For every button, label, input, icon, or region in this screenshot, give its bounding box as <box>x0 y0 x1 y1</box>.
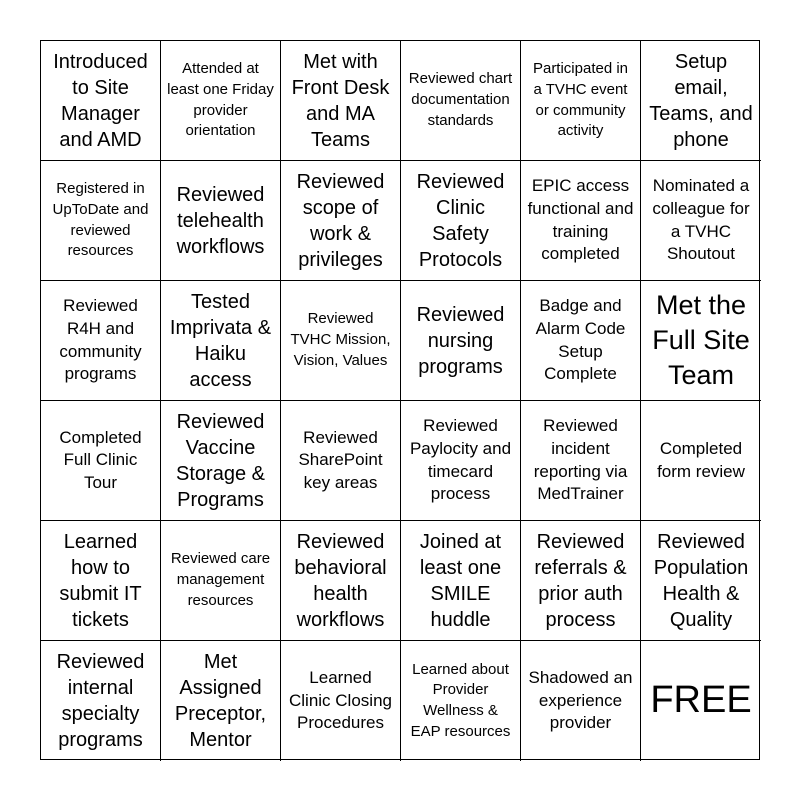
bingo-cell[interactable] <box>161 401 281 521</box>
bingo-cell[interactable] <box>641 161 761 281</box>
cell-text: Badge and Alarm Code Setup Complete <box>535 296 626 384</box>
bingo-cell[interactable] <box>161 161 281 281</box>
bingo-cell[interactable] <box>401 161 521 281</box>
bingo-cell[interactable] <box>521 161 641 281</box>
bingo-card <box>40 40 760 760</box>
bingo-cell[interactable] <box>281 281 401 401</box>
cell-text: Reviewed incident reporting via MedTrainer <box>533 416 628 504</box>
bingo-cell[interactable] <box>641 41 761 161</box>
bingo-cell[interactable] <box>521 41 641 161</box>
cell-text: Completed form review <box>657 438 745 481</box>
free-space-cell[interactable] <box>641 641 761 761</box>
cell-text: Reviewed TVHC Mission, Vision, Values <box>290 310 391 369</box>
bingo-cell[interactable] <box>401 281 521 401</box>
bingo-cell[interactable] <box>281 161 401 281</box>
free-space-text: FREE <box>650 679 752 722</box>
cell-text: Reviewed R4H and community programs <box>59 296 142 384</box>
cell-text: Participated in a TVHC event or community activity <box>532 60 629 140</box>
bingo-cell[interactable] <box>401 401 521 521</box>
cell-text: Reviewed behavioral health workflows <box>294 530 387 631</box>
bingo-cell[interactable] <box>161 281 281 401</box>
bingo-cell[interactable] <box>281 41 401 161</box>
bingo-cell[interactable] <box>41 161 161 281</box>
bingo-cell[interactable] <box>161 521 281 641</box>
bingo-cell[interactable] <box>41 641 161 761</box>
bingo-cell[interactable] <box>521 401 641 521</box>
cell-text: Reviewed chart documentation standards <box>408 70 513 129</box>
bingo-cell[interactable] <box>161 41 281 161</box>
cell-text: Reviewed internal specialty programs <box>56 651 145 751</box>
cell-text: Shadowed an experience provider <box>528 668 633 733</box>
cell-text: Reviewed referrals & prior auth process <box>534 530 627 631</box>
cell-text: Met the Full Site Team <box>652 289 750 391</box>
cell-text: EPIC access functional and training completed <box>527 176 634 264</box>
cell-text: Completed Full Clinic Tour <box>59 427 142 492</box>
cell-text: Learned about Provider Wellness & EAP resources <box>410 660 511 740</box>
bingo-cell[interactable] <box>41 281 161 401</box>
bingo-cell[interactable] <box>641 281 761 401</box>
bingo-cell[interactable] <box>641 401 761 521</box>
cell-text: Reviewed scope of work & privileges <box>296 170 385 271</box>
bingo-cell[interactable] <box>281 521 401 641</box>
cell-text: Reviewed care management resources <box>170 550 271 609</box>
cell-text: Reviewed Vaccine Storage & Programs <box>176 410 265 511</box>
bingo-cell[interactable] <box>401 641 521 761</box>
cell-text: Introduced to Site Manager and AMD <box>53 50 148 151</box>
bingo-cell[interactable] <box>521 281 641 401</box>
bingo-cell[interactable] <box>521 641 641 761</box>
cell-text: Reviewed Clinic Safety Protocols <box>416 170 505 271</box>
cell-text: Tested Imprivata & Haiku access <box>169 290 272 391</box>
bingo-cell[interactable] <box>161 641 281 761</box>
cell-text: Reviewed telehealth workflows <box>176 183 265 258</box>
bingo-cell[interactable] <box>401 41 521 161</box>
cell-text: Registered in UpToDate and reviewed resources <box>52 180 149 260</box>
cell-text: Met with Front Desk and MA Teams <box>291 50 390 151</box>
cell-text: Reviewed Population Health & Quality <box>653 530 749 631</box>
cell-text: Joined at least one SMILE huddle <box>419 530 502 631</box>
cell-text: Reviewed SharePoint key areas <box>298 427 383 492</box>
cell-text: Nominated a colleague for a TVHC Shoutout <box>652 176 750 264</box>
bingo-cell[interactable] <box>281 641 401 761</box>
cell-text: Learned how to submit IT tickets <box>59 530 142 631</box>
cell-text: Reviewed nursing programs <box>416 303 505 378</box>
bingo-cell[interactable] <box>41 401 161 521</box>
bingo-cell[interactable] <box>41 521 161 641</box>
bingo-cell[interactable] <box>521 521 641 641</box>
bingo-cell[interactable] <box>401 521 521 641</box>
bingo-cell[interactable] <box>641 521 761 641</box>
cell-text: Learned Clinic Closing Procedures <box>289 668 392 733</box>
cell-text: Attended at least one Friday provider orientation <box>167 60 274 140</box>
cell-text: Setup email, Teams, and phone <box>649 50 753 151</box>
cell-text: Reviewed Paylocity and timecard process <box>409 416 512 504</box>
bingo-cell[interactable] <box>281 401 401 521</box>
cell-text: Met Assigned Preceptor, Mentor <box>174 651 267 751</box>
bingo-cell[interactable] <box>41 41 161 161</box>
